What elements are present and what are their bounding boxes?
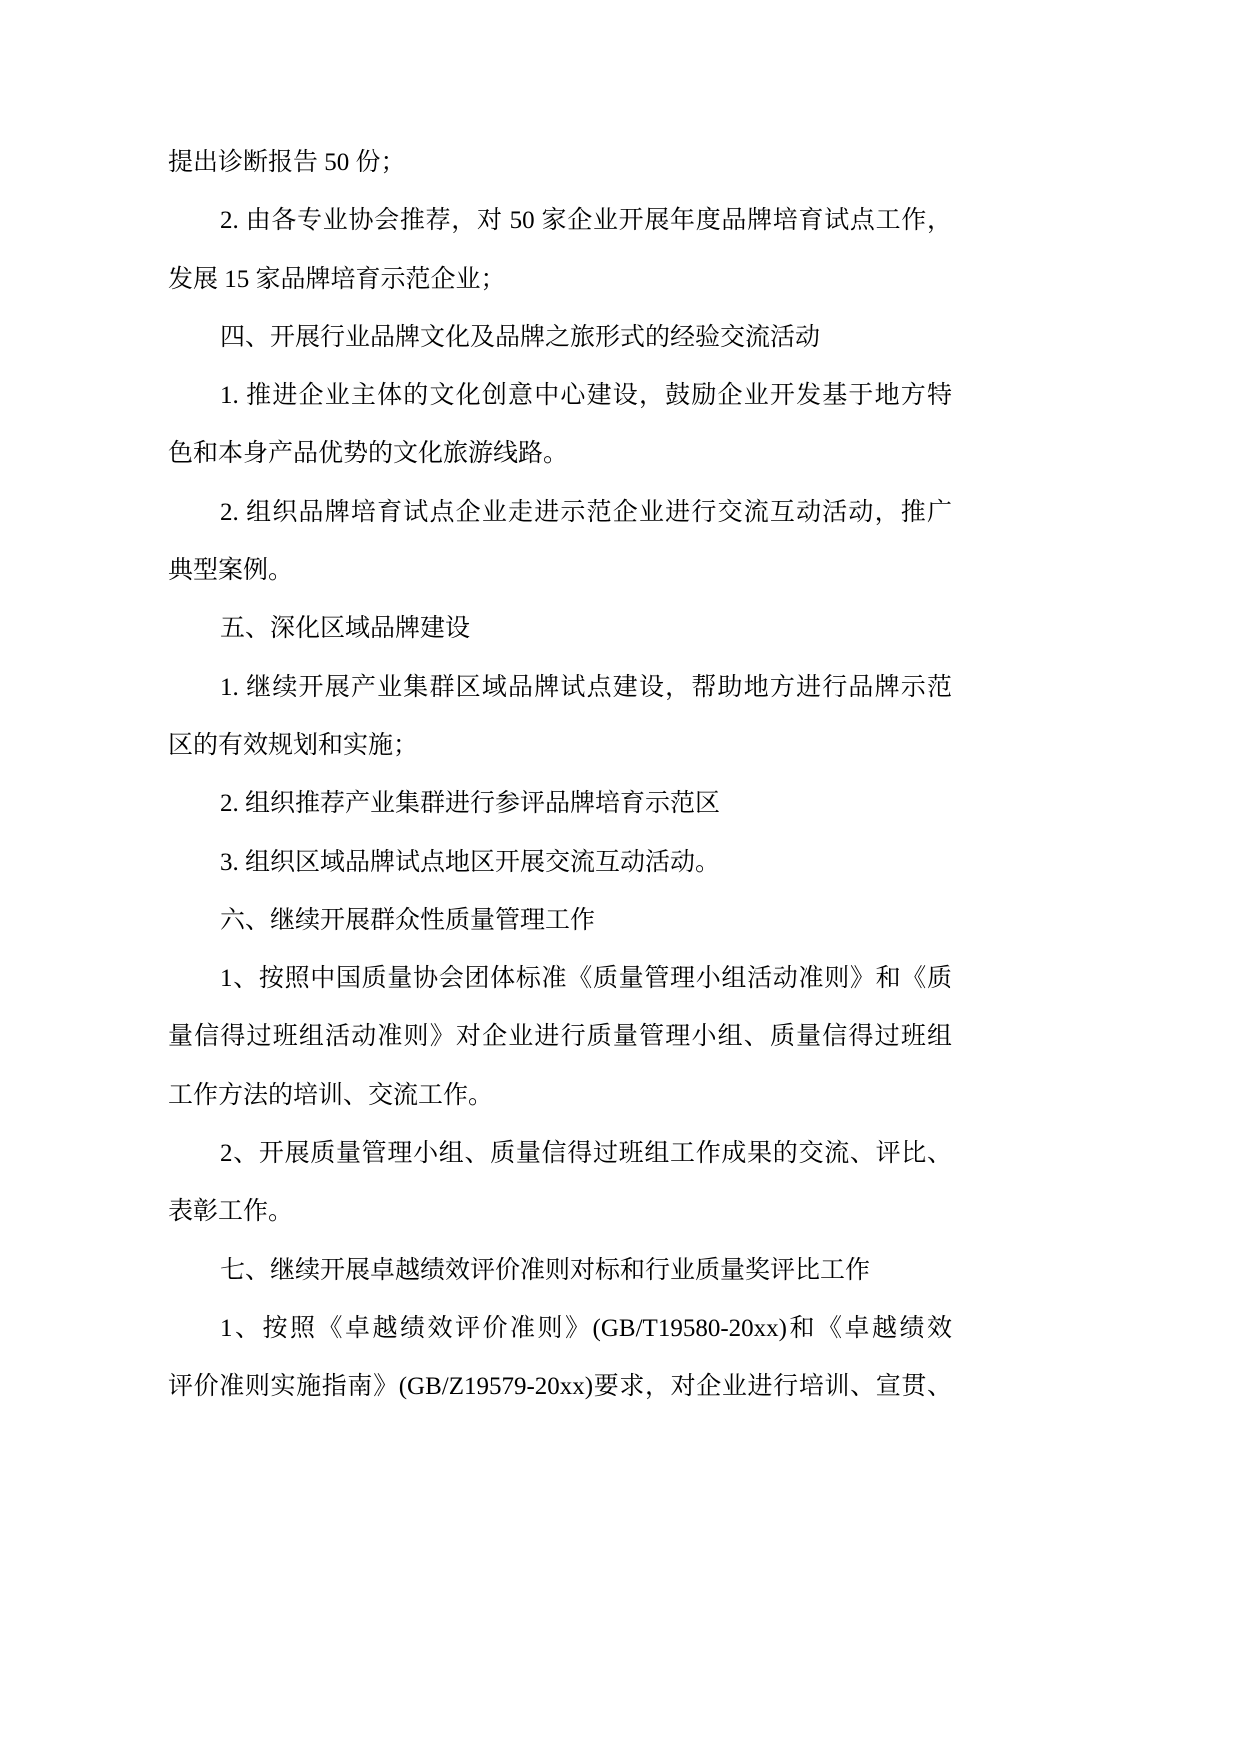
list-item <box>168 834 952 892</box>
paragraph-line: 3. 组织区域品牌试点地区开展交流互动活动。 <box>220 848 721 876</box>
document-body <box>168 134 952 1417</box>
list-item <box>168 950 952 1125</box>
section <box>168 309 952 600</box>
section <box>168 600 952 891</box>
section-heading: 七、继续开展卓越绩效评价准则对标和行业质量奖评比工作 <box>220 1256 871 1284</box>
paragraph-line: 2. 组织推荐产业集群进行参评品牌培育示范区 <box>220 790 721 818</box>
paragraph-line: 区的有效规划和实施； <box>168 731 419 759</box>
paragraph-line: 1、按照《卓越绩效评价准则》(GB/T19580-20xx)和《卓越绩效 <box>220 1314 952 1342</box>
section <box>168 892 952 1242</box>
continued-paragraph <box>168 134 952 192</box>
section-heading: 五、深化区域品牌建设 <box>220 615 471 643</box>
section-heading: 六、继续开展群众性质量管理工作 <box>220 906 596 934</box>
paragraph-line: 发展 15 家品牌培育示范企业； <box>168 265 506 293</box>
list-item <box>168 367 952 484</box>
paragraph-line: 2. 由各专业协会推荐，对 50 家企业开展年度品牌培育试点工作， <box>220 207 952 235</box>
list-item <box>168 192 952 309</box>
paragraph-line: 量信得过班组活动准则》对企业进行质量管理小组、质量信得过班组 <box>168 1023 952 1051</box>
list-item <box>168 775 952 833</box>
list-item <box>168 659 952 776</box>
paragraph-line: 表彰工作。 <box>168 1198 294 1226</box>
list-item <box>168 1300 952 1417</box>
paragraph-line: 工作方法的培训、交流工作。 <box>168 1081 494 1109</box>
paragraph-line: 1. 继续开展产业集群区域品牌试点建设，帮助地方进行品牌示范 <box>220 673 952 701</box>
paragraph-line: 提出诊断报告 50 份； <box>168 149 406 176</box>
paragraph-line: 典型案例。 <box>168 557 294 585</box>
list-item <box>168 484 952 601</box>
list-item <box>168 1125 952 1242</box>
paragraph-line: 评价准则实施指南》(GB/Z19579-20xx)要求，对企业进行培训、宣贯、 <box>168 1373 952 1401</box>
paragraph-line: 1、按照中国质量协会团体标准《质量管理小组活动准则》和《质 <box>220 965 952 993</box>
paragraph-line: 色和本身产品优势的文化旅游线路。 <box>168 440 569 468</box>
paragraph-line: 2、开展质量管理小组、质量信得过班组工作成果的交流、评比、 <box>220 1140 952 1168</box>
paragraph-line: 1. 推进企业主体的文化创意中心建设，鼓励企业开发基于地方特 <box>220 382 952 410</box>
section-heading: 四、开展行业品牌文化及品牌之旅形式的经验交流活动 <box>220 323 821 351</box>
paragraph-line: 2. 组织品牌培育试点企业走进示范企业进行交流互动活动，推广 <box>220 498 952 526</box>
section <box>168 1242 952 1417</box>
